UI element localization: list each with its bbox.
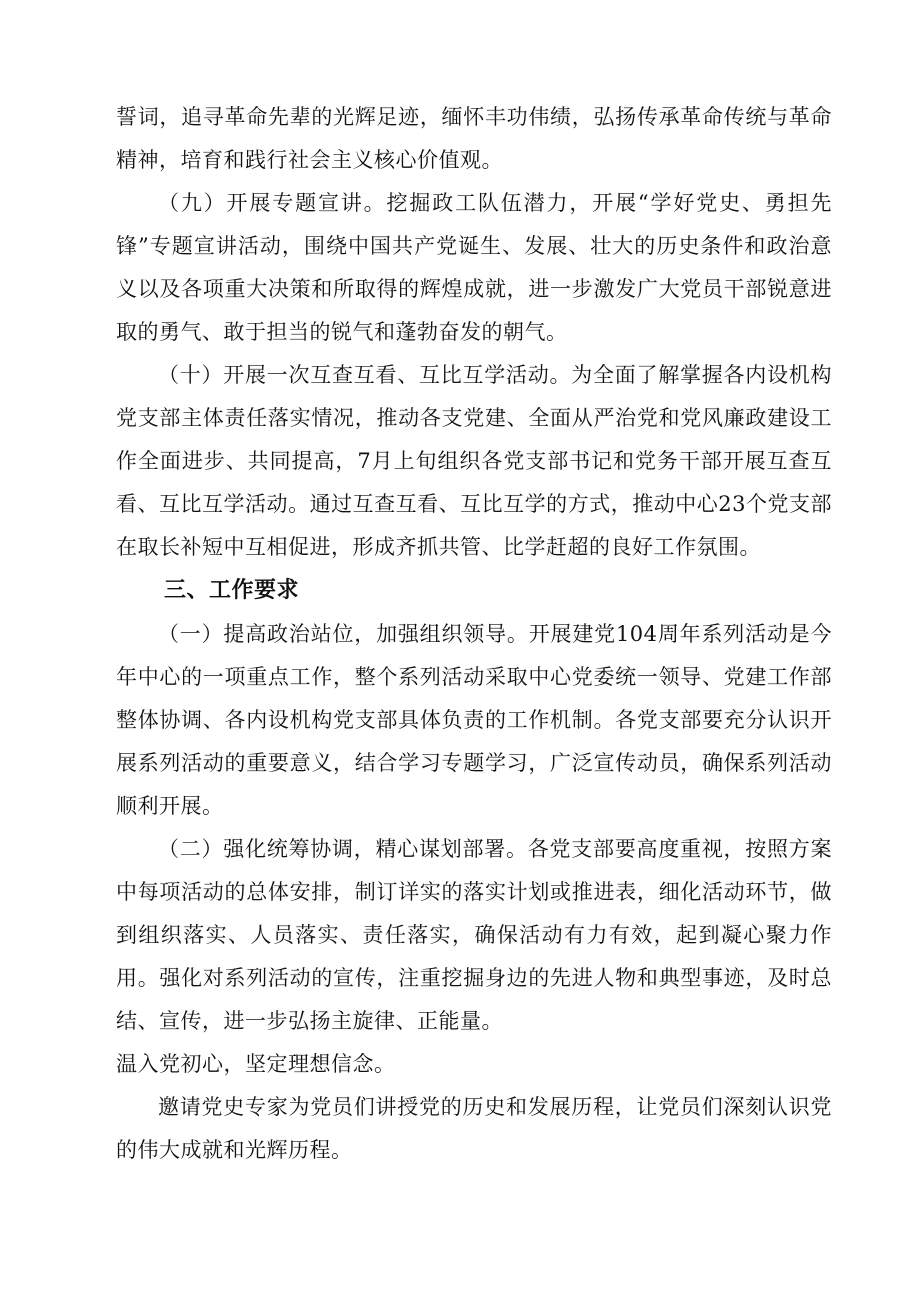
paragraph-requirement-two: （二）强化统筹协调，精心谋划部署。各党支部要高度重视，按照方案中每项活动的总体安排，制订详实的落实计划或推进表，细化活动环节，做到组织落实、人员落实、责任落实，确保活动有力有效，起到凝心聚力作用。强化对系列活动的宣传，注重挖掘身边的先进人物和典型事迹，及时总结、宣传，进一步弘扬主旋律、正能量。 [116, 837, 832, 1033]
paragraph-requirement-one: （一）提高政治站位，加强组织领导。开展建党104周年系列活动是今年中心的一项重点工作，整个系列活动采取中心党委统一领导、党建工作部整体协调、各内设机构党支部具体负责的工作机制。各党支部要充分认识开展系列活动的重要意义，结合学习专题学习，广泛宣传动员，确保系列活动顺利开展。 [116, 622, 832, 818]
section-heading-work-requirements: 三、工作要求 [164, 578, 300, 603]
paragraph-item-nine: （九）开展专题宣讲。挖掘政工队伍潜力，开展“学好党史、勇担先锋”专题宣讲活动，围绕中国共产党诞生、发展、壮大的历史条件和政治意义以及各项重大决策和所取得的辉煌成就，进一步激发广大党员干部锐意进取的勇气、敢于担当的锐气和蓬勃奋发的朝气。 [116, 191, 832, 344]
paragraph-original-aspiration: 温入党初心，坚定理想信念。 [116, 1052, 396, 1076]
document-body [116, 96, 832, 1172]
paragraph-item-ten: （十）开展一次互查互看、互比互学活动。为全面了解掌握各内设机构党支部主体责任落实情况，推动各支党建、全面从严治党和党风廉政建设工作全面进步、共同提高，7月上旬组织各党支部书记和党务干部开展互查互看、互比互学活动。通过互查互看、互比互学的方式，推动中心23个党支部在取长补短中互相促进，形成齐抓共管、比学赶超的良好工作氛围。 [116, 363, 832, 559]
paragraph-oath-continuation: 誓词，追寻革命先辈的光辉足迹，缅怀丰功伟绩，弘扬传承革命传统与革命精神，培育和践行社会主义核心价值观。 [116, 105, 832, 172]
paragraph-expert-lecture: 邀请党史专家为党员们讲授党的历史和发展历程，让党员们深刻认识党的伟大成就和光辉历程。 [116, 1095, 832, 1162]
